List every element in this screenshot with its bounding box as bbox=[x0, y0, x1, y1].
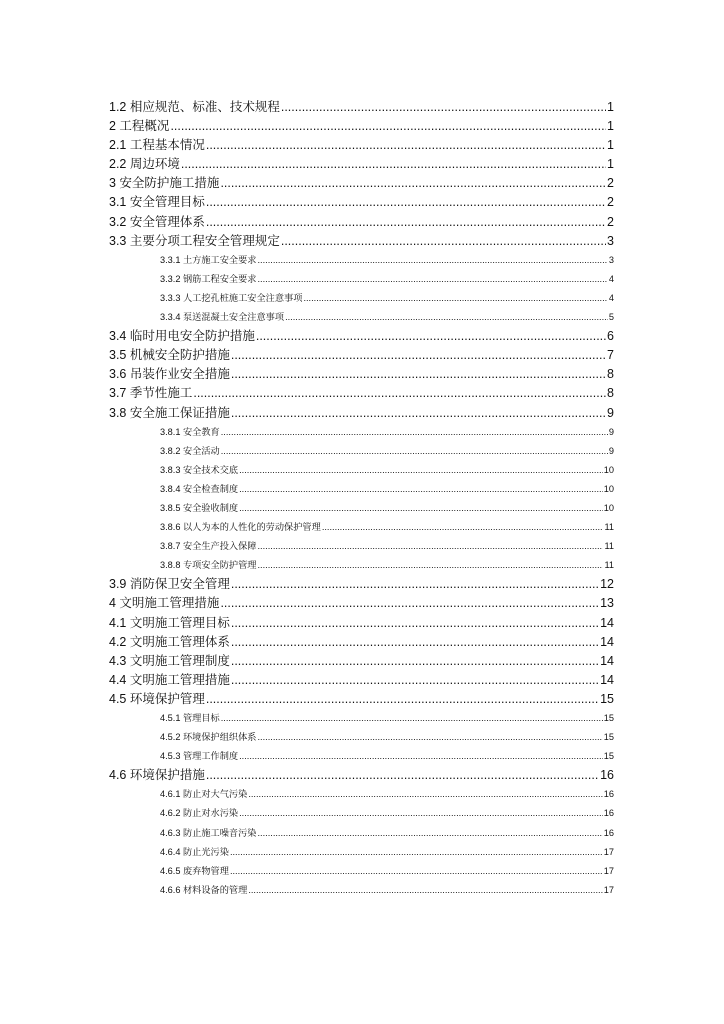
toc-dot-leader bbox=[239, 461, 603, 480]
toc-entry-title: 4.6.4 防止光污染 bbox=[160, 846, 229, 857]
toc-entry-page-number: 14 bbox=[600, 615, 614, 630]
toc-entry-page-number: 15 bbox=[603, 732, 614, 743]
toc-entry-page-number: 4 bbox=[608, 292, 614, 303]
toc-entry-title: 3.8.5 安全验收制度 bbox=[160, 502, 239, 513]
toc-entry-title: 3.4 临时用电安全防护措施 bbox=[109, 329, 255, 344]
toc-entry-page-number: 1 bbox=[607, 157, 614, 172]
toc-entry-title: 3.8.7 安全生产投入保障 bbox=[160, 541, 257, 552]
toc-entry-title: 3.3.2 钢筋工程安全要求 bbox=[160, 273, 257, 284]
toc-entry-page-number: 17 bbox=[603, 846, 614, 857]
toc-entry[interactable] bbox=[109, 384, 614, 403]
toc-entry-page-number: 7 bbox=[607, 348, 614, 363]
toc-entry-page-number: 11 bbox=[604, 522, 614, 533]
toc-entry-page-number: 15 bbox=[603, 751, 614, 762]
table-of-contents bbox=[109, 98, 614, 900]
toc-entry-page-number: 16 bbox=[603, 789, 614, 800]
toc-entry-title: 4.6 环境保护措施 bbox=[109, 768, 205, 783]
toc-dot-leader bbox=[193, 384, 606, 403]
toc-entry[interactable] bbox=[109, 690, 614, 709]
toc-dot-leader bbox=[231, 671, 599, 690]
toc-entry-page-number: 6 bbox=[607, 329, 614, 344]
toc-dot-leader bbox=[281, 98, 606, 117]
toc-entry[interactable] bbox=[109, 423, 614, 442]
toc-dot-leader bbox=[231, 633, 599, 652]
toc-entry-title: 4.4 文明施工管理措施 bbox=[109, 672, 230, 687]
toc-entry[interactable] bbox=[109, 174, 614, 193]
toc-entry-page-number: 9 bbox=[608, 426, 614, 437]
toc-entry[interactable] bbox=[109, 289, 614, 308]
toc-entry-page-number: 16 bbox=[603, 827, 614, 838]
toc-dot-leader bbox=[181, 155, 606, 174]
toc-entry-title: 4.5.2 环境保护组织体系 bbox=[160, 732, 257, 743]
toc-entry[interactable] bbox=[109, 193, 614, 212]
toc-dot-leader bbox=[231, 365, 606, 384]
toc-entry-page-number: 10 bbox=[603, 483, 614, 494]
toc-entry[interactable] bbox=[109, 442, 614, 461]
toc-dot-leader bbox=[303, 289, 607, 308]
toc-entry-page-number: 3 bbox=[607, 233, 614, 248]
toc-dot-leader bbox=[206, 193, 606, 212]
toc-entry[interactable] bbox=[109, 155, 614, 174]
toc-dot-leader bbox=[231, 404, 606, 423]
toc-entry[interactable] bbox=[109, 499, 614, 518]
toc-entry-page-number: 10 bbox=[603, 464, 614, 475]
toc-entry-page-number: 14 bbox=[600, 653, 614, 668]
toc-dot-leader bbox=[220, 594, 599, 613]
toc-entry-page-number: 16 bbox=[600, 768, 614, 783]
toc-entry-title: 3.8 安全施工保证措施 bbox=[109, 405, 230, 420]
toc-entry-page-number: 3 bbox=[608, 254, 614, 265]
toc-entry-title: 3.6 吊装作业安全措施 bbox=[109, 367, 230, 382]
toc-dot-leader bbox=[281, 232, 606, 251]
toc-entry-page-number: 12 bbox=[600, 577, 614, 592]
toc-entry[interactable] bbox=[109, 480, 614, 499]
toc-entry-page-number: 9 bbox=[607, 405, 614, 420]
toc-dot-leader bbox=[206, 690, 599, 709]
toc-entry-title: 3.8.3 安全技术交底 bbox=[160, 464, 239, 475]
toc-entry-page-number: 17 bbox=[603, 884, 614, 895]
toc-entry-page-number: 15 bbox=[603, 713, 614, 723]
toc-entry[interactable] bbox=[109, 537, 614, 556]
toc-entry-page-number: 5 bbox=[608, 312, 614, 323]
toc-entry-page-number: 1 bbox=[607, 138, 614, 153]
toc-dot-leader bbox=[239, 804, 603, 823]
toc-dot-leader bbox=[206, 213, 606, 232]
toc-entry[interactable] bbox=[109, 518, 614, 537]
toc-entry[interactable] bbox=[109, 728, 614, 747]
toc-entry-title: 4.5 环境保护管理 bbox=[109, 691, 205, 706]
toc-dot-leader bbox=[231, 614, 599, 633]
toc-entry-title: 3.8.6 以人为本的人性化的劳动保护管理 bbox=[160, 522, 321, 533]
toc-entry[interactable] bbox=[109, 136, 614, 155]
toc-dot-leader bbox=[258, 556, 604, 575]
toc-entry[interactable] bbox=[109, 461, 614, 480]
toc-entry-title: 3.3 主要分项工程安全管理规定 bbox=[109, 233, 280, 248]
toc-dot-leader bbox=[239, 499, 603, 518]
toc-entry[interactable] bbox=[109, 213, 614, 232]
toc-entry-title: 4.6.5 废弃物管理 bbox=[160, 865, 229, 876]
toc-entry[interactable] bbox=[109, 98, 614, 117]
toc-dot-leader bbox=[221, 442, 608, 461]
toc-entry-page-number: 17 bbox=[603, 865, 614, 876]
toc-entry-page-number: 8 bbox=[607, 386, 614, 401]
toc-entry-title: 3 安全防护施工措施 bbox=[109, 176, 220, 191]
toc-entry-title: 2 工程概况 bbox=[109, 119, 170, 134]
toc-entry[interactable] bbox=[109, 594, 614, 613]
toc-entry-title: 4.5.1 管理目标 bbox=[160, 713, 220, 723]
toc-entry[interactable] bbox=[109, 747, 614, 766]
toc-dot-leader bbox=[248, 785, 602, 804]
toc-entry[interactable] bbox=[109, 365, 614, 384]
toc-dot-leader bbox=[231, 652, 599, 671]
toc-entry[interactable] bbox=[109, 327, 614, 346]
toc-entry-page-number: 2 bbox=[607, 195, 614, 210]
toc-entry[interactable] bbox=[109, 671, 614, 690]
toc-entry-page-number: 11 bbox=[604, 560, 614, 571]
toc-entry[interactable] bbox=[109, 270, 614, 289]
toc-dot-leader bbox=[231, 346, 606, 365]
toc-entry-title: 3.1 安全管理目标 bbox=[109, 195, 205, 210]
toc-entry-title: 2.1 工程基本情况 bbox=[109, 138, 205, 153]
toc-entry[interactable] bbox=[109, 652, 614, 671]
toc-entry-title: 3.9 消防保卫安全管理 bbox=[109, 577, 230, 592]
toc-dot-leader bbox=[239, 480, 603, 499]
toc-entry[interactable] bbox=[109, 346, 614, 365]
toc-entry-page-number: 8 bbox=[607, 367, 614, 382]
toc-dot-leader bbox=[258, 270, 608, 289]
toc-entry-title: 4.6.1 防止对大气污染 bbox=[160, 789, 248, 800]
toc-entry-title: 4.1 文明施工管理目标 bbox=[109, 615, 230, 630]
toc-entry-page-number: 16 bbox=[603, 808, 614, 819]
toc-entry-title: 4.2 文明施工管理体系 bbox=[109, 634, 230, 649]
toc-entry-title: 4.6.2 防止对水污染 bbox=[160, 808, 239, 819]
toc-entry-page-number: 2 bbox=[607, 176, 614, 191]
toc-entry[interactable] bbox=[109, 556, 614, 575]
toc-entry-title: 3.7 季节性施工 bbox=[109, 386, 193, 401]
toc-entry-page-number: 2 bbox=[607, 214, 614, 229]
toc-entry-title: 1.2 相应规范、标准、技术规程 bbox=[109, 100, 280, 114]
toc-entry[interactable] bbox=[109, 251, 614, 270]
toc-entry-title: 4.3 文明施工管理制度 bbox=[109, 653, 230, 668]
toc-entry[interactable] bbox=[109, 862, 614, 881]
toc-dot-leader bbox=[322, 518, 604, 537]
toc-entry-page-number: 14 bbox=[600, 634, 614, 649]
toc-entry[interactable] bbox=[109, 308, 614, 327]
toc-entry[interactable] bbox=[109, 117, 614, 136]
toc-entry-page-number: 11 bbox=[604, 541, 614, 552]
toc-dot-leader bbox=[170, 117, 606, 136]
toc-entry-title: 4 文明施工管理措施 bbox=[109, 596, 220, 611]
toc-entry[interactable] bbox=[109, 614, 614, 633]
toc-dot-leader bbox=[258, 728, 603, 747]
toc-dot-leader bbox=[230, 862, 603, 881]
toc-entry-title: 3.8.8 专项安全防护管理 bbox=[160, 560, 257, 571]
toc-dot-leader bbox=[221, 423, 608, 442]
toc-dot-leader bbox=[230, 843, 603, 862]
toc-dot-leader bbox=[239, 747, 603, 766]
toc-entry-title: 2.2 周边环境 bbox=[109, 157, 180, 172]
toc-entry[interactable] bbox=[109, 824, 614, 843]
toc-entry-title: 3.8.2 安全活动 bbox=[160, 445, 220, 456]
toc-entry[interactable] bbox=[109, 804, 614, 823]
toc-entry-title: 3.3.1 土方施工安全要求 bbox=[160, 254, 257, 265]
toc-entry-title: 3.8.1 安全教育 bbox=[160, 426, 220, 437]
toc-entry[interactable] bbox=[109, 881, 614, 900]
toc-entry-title: 4.5.3 管理工作制度 bbox=[160, 751, 239, 762]
toc-entry-page-number: 15 bbox=[600, 691, 614, 706]
toc-entry-page-number: 1 bbox=[607, 100, 614, 114]
toc-entry[interactable] bbox=[109, 766, 614, 785]
toc-entry[interactable] bbox=[109, 785, 614, 804]
toc-dot-leader bbox=[206, 766, 599, 785]
toc-entry-title: 4.6.6 材料设备的管理 bbox=[160, 884, 248, 895]
toc-entry[interactable] bbox=[109, 575, 614, 594]
toc-entry-page-number: 9 bbox=[608, 445, 614, 456]
toc-entry-title: 3.3.3 人工挖孔桩施工安全注意事项 bbox=[160, 292, 303, 303]
toc-dot-leader bbox=[220, 174, 606, 193]
toc-entry[interactable] bbox=[109, 633, 614, 652]
toc-dot-leader bbox=[285, 308, 608, 327]
toc-dot-leader bbox=[256, 327, 606, 346]
toc-entry[interactable] bbox=[109, 843, 614, 862]
toc-entry-title: 4.6.3 防止施工噪音污染 bbox=[160, 827, 257, 838]
toc-entry-page-number: 14 bbox=[600, 672, 614, 687]
toc-dot-leader bbox=[258, 251, 608, 270]
toc-dot-leader bbox=[206, 136, 606, 155]
toc-dot-leader bbox=[258, 824, 603, 843]
toc-dot-leader bbox=[231, 575, 599, 594]
toc-entry[interactable] bbox=[109, 709, 614, 728]
toc-dot-leader bbox=[221, 709, 603, 728]
toc-dot-leader bbox=[258, 537, 604, 556]
toc-entry[interactable] bbox=[109, 404, 614, 423]
toc-entry-page-number: 4 bbox=[608, 273, 614, 284]
toc-entry-title: 3.2 安全管理体系 bbox=[109, 214, 205, 229]
toc-entry-title: 3.8.4 安全检查制度 bbox=[160, 483, 239, 494]
toc-entry-page-number: 13 bbox=[600, 596, 614, 611]
toc-dot-leader bbox=[248, 881, 602, 900]
toc-entry-title: 3.5 机械安全防护措施 bbox=[109, 348, 230, 363]
toc-entry[interactable] bbox=[109, 232, 614, 251]
toc-entry-page-number: 1 bbox=[607, 119, 614, 134]
toc-entry-page-number: 10 bbox=[603, 502, 614, 513]
toc-entry-title: 3.3.4 泵送混凝土安全注意事项 bbox=[160, 312, 285, 323]
